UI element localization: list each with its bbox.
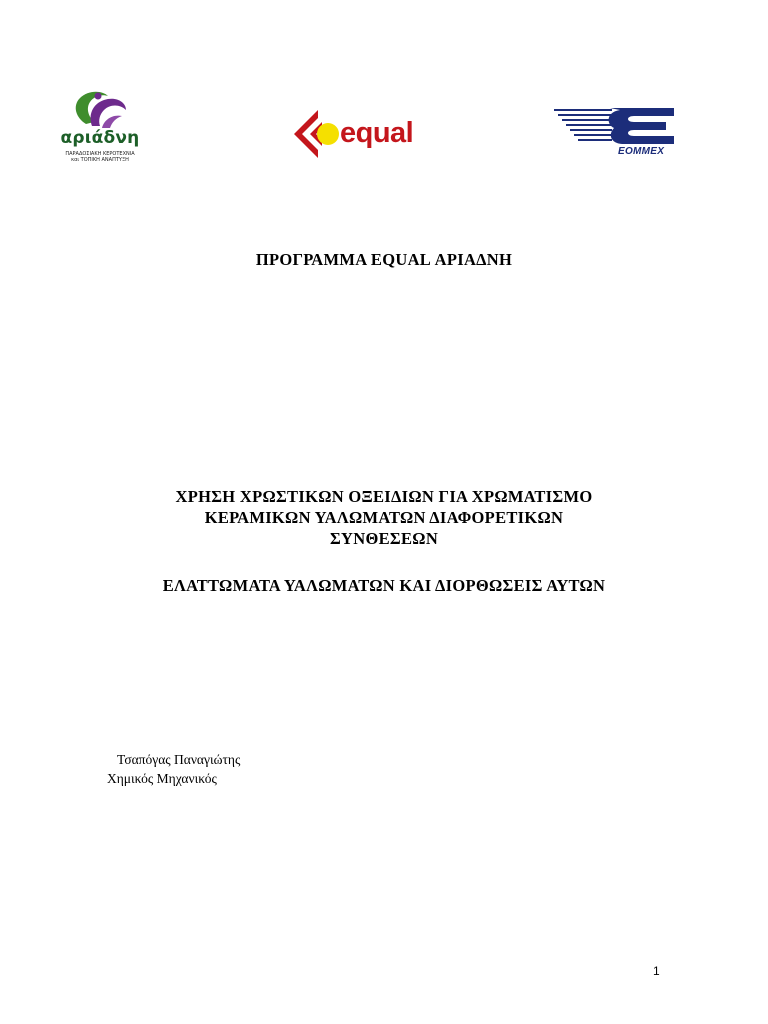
main-title <box>0 486 768 549</box>
document-subtitle: ΕΛΑΤΤΩΜΑΤΑ ΥΑΛΩΜΑΤΩΝ ΚΑΙ ΔΙΟΡΘΩΣΕΙΣ ΑΥΤΩΝ <box>162 576 606 595</box>
main-title-line-3: ΣΥΝΘΕΣΕΩΝ <box>329 529 439 548</box>
author-name: Τσαπόγας Παναγιώτης <box>117 752 241 767</box>
ariadni-logo <box>58 88 142 170</box>
equal-logo <box>288 106 430 162</box>
ariadni-logo-text: αριάδνη <box>60 128 140 148</box>
program-title: ΠΡΟΓΡΑΜΜΑ EQUAL ΑΡΙΑΔΝΗ <box>255 250 513 269</box>
eommex-logo-text: EOMMEX <box>618 146 665 157</box>
ariadni-tagline-line2: και ΤΟΠΙΚΗ ΑΝΑΠΤΥΞΗ <box>71 157 129 163</box>
eommex-emblem-icon <box>554 106 678 146</box>
equal-sun-icon <box>288 106 344 162</box>
ariadni-emblem-icon <box>58 88 142 130</box>
equal-logo-text: equal <box>340 117 414 149</box>
ariadni-tagline-line1: ΠΑΡΑΔΟΣΙΑΚΗ ΚΕΡΟΤΕΧΝΙΑ <box>65 151 135 157</box>
main-title-line-1: ΧΡΗΣΗ ΧΡΩΣΤΙΚΩΝ ΟΞΕΙΔΙΩΝ ΓΙΑ ΧΡΩΜΑΤΙΣΜΟ <box>175 487 593 506</box>
main-title-line-2: ΚΕΡΑΜΙΚΩΝ ΥΑΛΩΜΑΤΩΝ ΔΙΑΦΟΡΕΤΙΚΩΝ <box>204 508 564 527</box>
page-number: 1 <box>653 964 660 978</box>
author-role: Χημικός Μηχανικός <box>107 771 217 786</box>
eommex-logo <box>554 106 678 162</box>
